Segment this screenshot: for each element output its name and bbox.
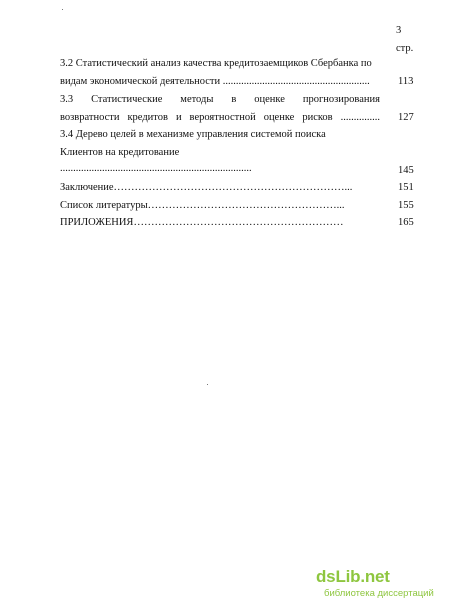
- scan-speck: [207, 384, 208, 385]
- toc-entry-3-4-leader: .........................................................................: [60, 163, 252, 174]
- toc-entry-references: Список литературы………………………………………………...: [60, 200, 345, 211]
- toc-entry-references-page: 155: [398, 200, 414, 211]
- toc-entry-conclusion-page: 151: [398, 182, 414, 193]
- toc-word: оценке: [263, 112, 295, 123]
- toc-entry-3-4-line2: Клиентов на кредитование: [60, 147, 180, 158]
- toc-word: прогнозирования: [302, 94, 380, 105]
- toc-entry-appendices-page: 165: [398, 217, 414, 228]
- page-number: 3: [396, 25, 402, 36]
- toc-entry-3-3-page: 127: [398, 112, 414, 123]
- dslib-subtitle: библиотека диссертаций: [324, 588, 434, 599]
- toc-word: возвратности: [60, 112, 120, 123]
- toc-word: оценке: [254, 94, 285, 105]
- toc-word: рисков: [302, 112, 333, 123]
- toc-word: в: [231, 94, 237, 105]
- toc-entry-3-3-line2: [60, 111, 380, 124]
- toc-entry-3-2-line1: 3.2 Статистический анализ качества кредитозаемщиков Сбербанка по: [60, 58, 372, 69]
- toc-entry-3-3-line1: [60, 93, 380, 106]
- toc-entry-3-2-page: 113: [398, 76, 414, 87]
- toc-word: и: [175, 112, 182, 123]
- toc-word: кредитов: [127, 112, 168, 123]
- toc-word: методы: [180, 94, 214, 105]
- toc-entry-3-4-page: 145: [398, 165, 414, 176]
- dslib-logo: dsLib.net: [316, 567, 390, 586]
- toc-entry-3-2-line2: видам экономической деятельности ........................................................: [60, 76, 370, 87]
- toc-word: Статистические: [91, 94, 163, 105]
- toc-word: ...............: [340, 112, 380, 123]
- toc-word: вероятностной: [189, 112, 256, 123]
- toc-word: 3.3: [60, 94, 74, 105]
- toc-entry-conclusion: Заключение…………………………………………………………...: [60, 182, 353, 193]
- page-column-label: стр.: [396, 43, 414, 54]
- scan-speck: [62, 9, 63, 10]
- toc-entry-3-4-line1: 3.4 Дерево целей в механизме управления системой поиска: [60, 129, 326, 140]
- toc-entry-appendices: ПРИЛОЖЕНИЯ……………………………………………………: [60, 217, 344, 228]
- dslib-watermark[interactable]: [316, 567, 436, 603]
